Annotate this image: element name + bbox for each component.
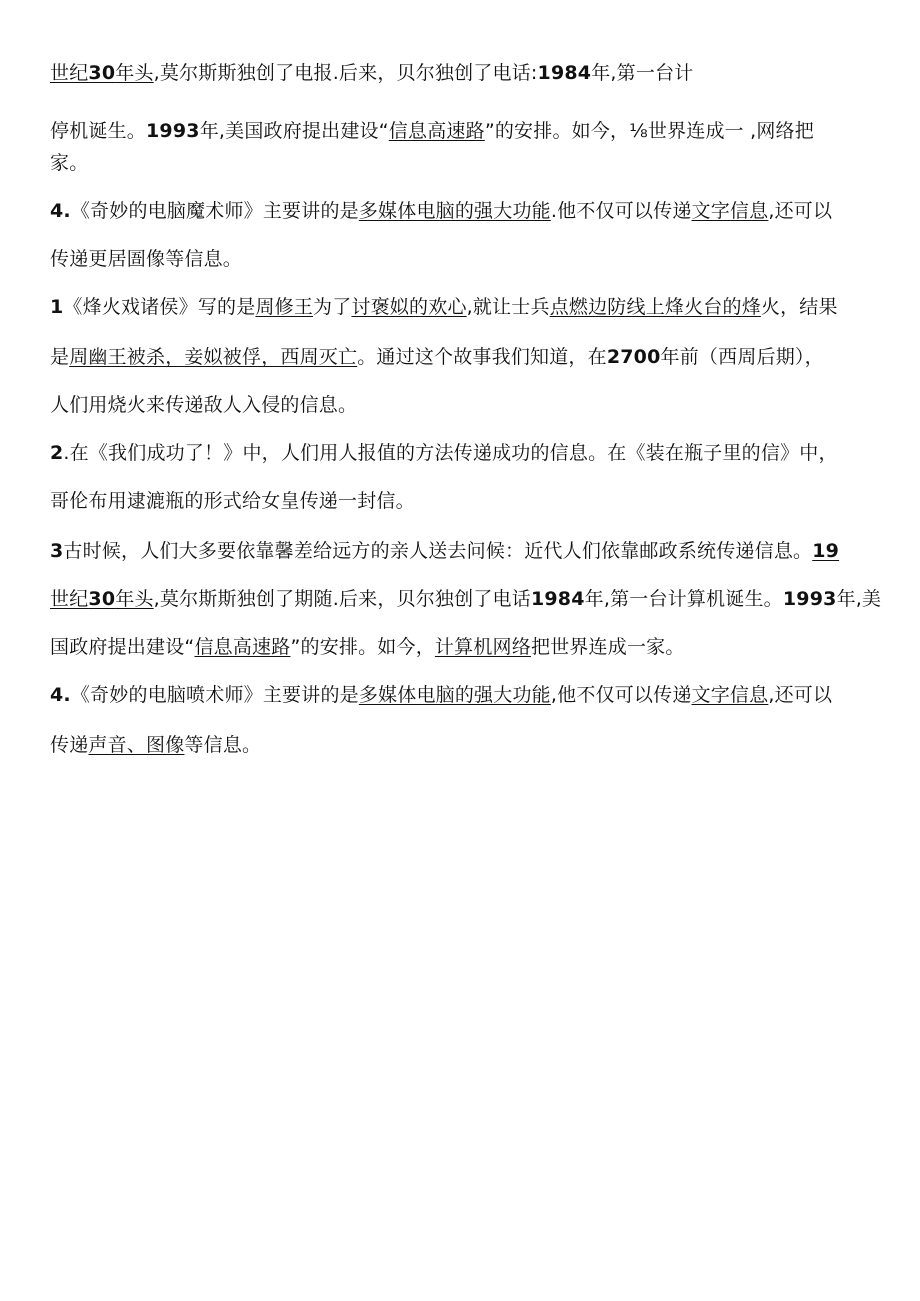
text-line-1 bbox=[50, 60, 880, 86]
text-segment: 是 bbox=[50, 346, 70, 368]
text-segment: 古时候，人们大多要依靠馨差给远方的亲人送去问候：近代人们依靠邮政系统传递信息。 bbox=[63, 540, 813, 562]
bold-text: 4. bbox=[50, 684, 71, 706]
text-line-6 bbox=[50, 294, 880, 320]
bold-text: 1984 bbox=[537, 62, 592, 84]
text-segment: ”的安排。如今，⅛世界连成一 ,网络把 bbox=[484, 120, 814, 142]
text-segment: 年,第一台计 bbox=[591, 62, 694, 84]
text-line-5 bbox=[50, 246, 880, 272]
underlined-text: 30 bbox=[88, 62, 116, 84]
text-segment: 《奇妙的电脑喷术师》主要讲的是 bbox=[70, 684, 359, 706]
text-line-13 bbox=[50, 634, 880, 660]
underlined-text: 讨褒姒的欢心 bbox=[351, 296, 467, 318]
underlined-text: 文字信息 bbox=[691, 200, 769, 222]
text-segment: 把世界连成一家。 bbox=[530, 636, 685, 658]
underlined-text: 19 bbox=[812, 540, 840, 562]
text-segment: 等信息。 bbox=[184, 734, 262, 756]
bold-text: 1 bbox=[50, 296, 64, 318]
underlined-text: 文字信息 bbox=[691, 684, 769, 706]
text-segment: ,莫尔斯斯独创了电报.后来，贝尔独创了电话: bbox=[153, 62, 538, 84]
bold-text: 1984 bbox=[530, 588, 585, 610]
bold-text: 2 bbox=[50, 442, 64, 464]
bold-text: 2700 bbox=[606, 346, 661, 368]
text-segment: 《奇妙的电脑魔术师》主要讲的是 bbox=[70, 200, 359, 222]
text-segment: 人们用烧火来传递敌人入侵的信息。 bbox=[50, 394, 358, 416]
text-segment: 《烽火戏诸侯》写的是 bbox=[63, 296, 256, 318]
text-line-14 bbox=[50, 682, 880, 708]
text-line-11 bbox=[50, 538, 880, 564]
underlined-text: 年头 bbox=[115, 62, 154, 84]
text-segment: 传递更居圄像等信息。 bbox=[50, 248, 243, 270]
underlined-text: 年头 bbox=[115, 588, 154, 610]
underlined-text: 世纪 bbox=[50, 62, 89, 84]
text-segment: ,还可以 bbox=[768, 200, 833, 222]
text-segment: 年,第一台计算机诞生。 bbox=[584, 588, 783, 610]
text-line-12 bbox=[50, 586, 880, 612]
text-line-9 bbox=[50, 440, 880, 466]
text-segment: .在《我们成功了！》中，人们用人报值的方法传递成功的信息。在《装在瓶子里的信》中， bbox=[63, 442, 838, 464]
bold-text: 1993 bbox=[146, 120, 200, 142]
text-line-8 bbox=[50, 392, 880, 418]
text-segment: ”的安排。如今， bbox=[290, 636, 435, 658]
bold-text: 3 bbox=[50, 540, 64, 562]
text-segment: 年前（西周后期）， bbox=[660, 346, 824, 368]
text-segment: 火，结果 bbox=[760, 296, 838, 318]
text-segment: 年,美 bbox=[836, 588, 882, 610]
underlined-text: 多媒体电脑的强大功能 bbox=[358, 200, 551, 222]
text-segment: ,莫尔斯斯独创了期随.后来，贝尔独创了电话 bbox=[153, 588, 531, 610]
underlined-text: 30 bbox=[88, 588, 116, 610]
text-segment: ,还可以 bbox=[768, 684, 833, 706]
text-segment: ,就让士兵 bbox=[466, 296, 550, 318]
underlined-text: 信息高速路 bbox=[194, 636, 291, 658]
underlined-text: 计算机网络 bbox=[434, 636, 531, 658]
text-segment: 。通过这个故事我们知道，在 bbox=[357, 346, 607, 368]
text-line-7 bbox=[50, 344, 880, 370]
bold-text: 4. bbox=[50, 200, 71, 222]
text-line-2 bbox=[50, 118, 880, 144]
underlined-text: 点燃边防线上烽火台的烽 bbox=[549, 296, 761, 318]
text-segment: ,他不仅可以传递 bbox=[550, 684, 692, 706]
text-line-3 bbox=[50, 150, 880, 176]
underlined-text: 多媒体电脑的强大功能 bbox=[358, 684, 551, 706]
underlined-text: 信息高速路 bbox=[388, 120, 485, 142]
bold-text: 1993 bbox=[782, 588, 837, 610]
text-line-10 bbox=[50, 488, 880, 514]
underlined-text: 世纪 bbox=[50, 588, 89, 610]
text-segment: .他不仅可以传递 bbox=[550, 200, 692, 222]
underlined-text: 声音、图像 bbox=[88, 734, 185, 756]
underlined-text: 周修王 bbox=[255, 296, 314, 318]
text-line-15 bbox=[50, 732, 880, 758]
text-segment: 家。 bbox=[50, 152, 89, 174]
underlined-text: 周幽王被杀，妾姒被俘，西周灭亡 bbox=[69, 346, 358, 368]
text-line-4 bbox=[50, 198, 880, 224]
text-segment: 传递 bbox=[50, 734, 89, 756]
text-segment: 年,美国政府提出建设“ bbox=[199, 120, 389, 142]
text-segment: 停机诞生。 bbox=[50, 120, 147, 142]
text-segment: 国政府提出建设“ bbox=[50, 636, 195, 658]
text-segment: 哥伦布用逮漉瓶的形式给女皇传递一封信。 bbox=[50, 490, 415, 512]
text-segment: 为了 bbox=[313, 296, 352, 318]
